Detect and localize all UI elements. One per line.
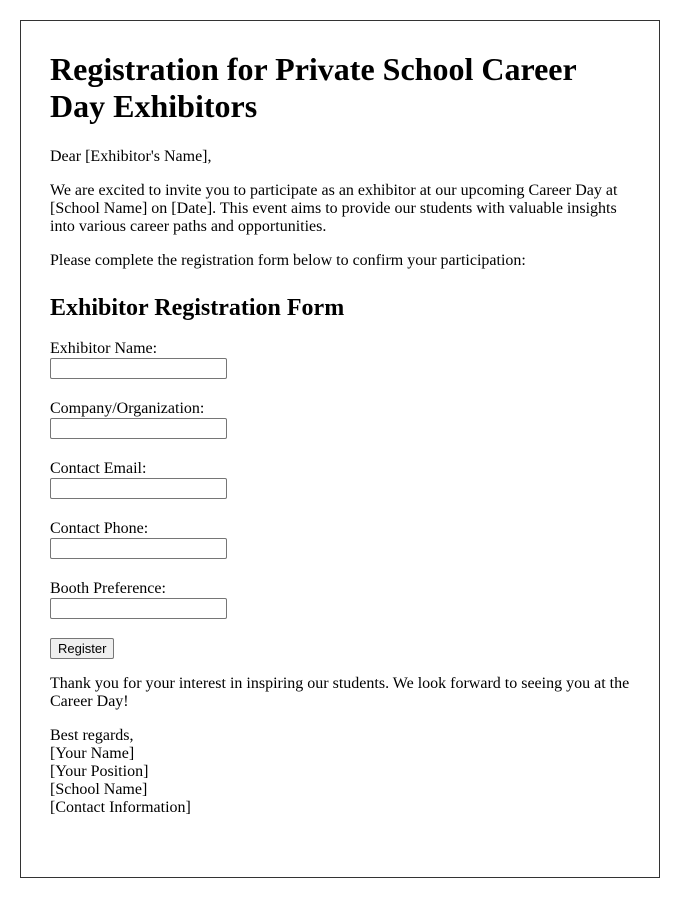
closing-salutation: Best regards, (50, 727, 134, 744)
form-title: Exhibitor Registration Form (50, 295, 345, 321)
signature-block (50, 727, 630, 817)
field-company (50, 400, 630, 439)
registration-form (50, 340, 630, 659)
sender-school: [School Name] (50, 781, 148, 798)
exhibitor-name-input[interactable] (50, 358, 227, 379)
instructions-paragraph: Please complete the registration form below to confirm your participation: (50, 252, 526, 269)
intro-paragraph: We are excited to invite you to participate as an exhibitor at our upcoming Career Day at [School Name] on [Date]. This event aims to provide our students with valuable insights into various career paths and opportunities. (50, 182, 618, 235)
contact-email-label: Contact Email: (50, 460, 147, 477)
page-title: Registration for Private School Career Day Exhibitors (50, 51, 577, 124)
contact-phone-input[interactable] (50, 538, 227, 559)
sender-contact: [Contact Information] (50, 799, 191, 816)
field-exhibitor-name (50, 340, 630, 379)
company-input[interactable] (50, 418, 227, 439)
booth-preference-input[interactable] (50, 598, 227, 619)
field-contact-phone (50, 520, 630, 559)
company-label: Company/Organization: (50, 400, 205, 417)
exhibitor-name-label: Exhibitor Name: (50, 340, 158, 357)
sender-position: [Your Position] (50, 763, 149, 780)
booth-preference-label: Booth Preference: (50, 580, 166, 597)
greeting: Dear [Exhibitor's Name], (50, 148, 212, 165)
field-contact-email (50, 460, 630, 499)
letter-page (20, 20, 660, 878)
field-booth-preference (50, 580, 630, 619)
sender-name: [Your Name] (50, 745, 135, 762)
contact-email-input[interactable] (50, 478, 227, 499)
contact-phone-label: Contact Phone: (50, 520, 149, 537)
register-button[interactable]: Register (50, 638, 114, 659)
thanks-paragraph: Thank you for your interest in inspiring our students. We look forward to seeing you at the Career Day! (50, 675, 630, 710)
